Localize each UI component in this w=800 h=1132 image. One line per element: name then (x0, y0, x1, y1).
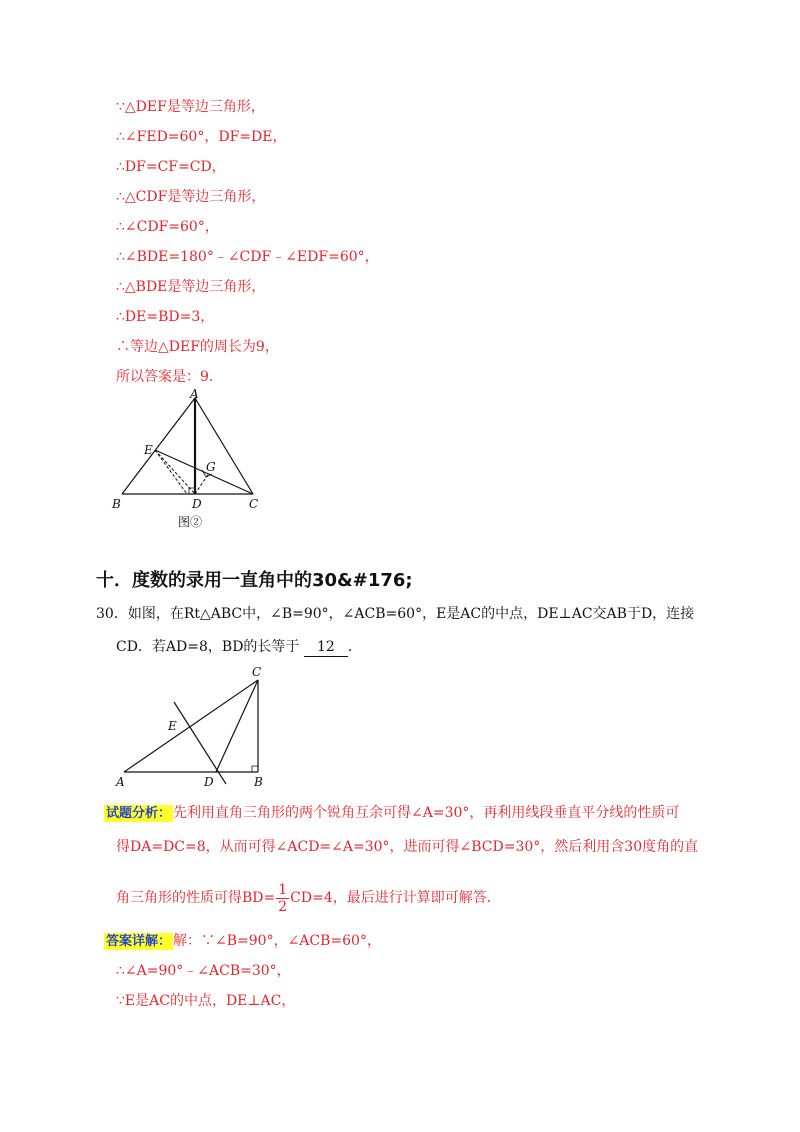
figure-2-label-g: G (206, 460, 216, 474)
analysis-tag: 试题分析： (106, 806, 172, 821)
problem-30-text: CD．若AD=8，BD的长等于 (116, 639, 300, 655)
figure-30-label-a: A (116, 775, 125, 789)
figure-2 (108, 388, 268, 536)
solution-line: ∴DF=CF=CD， (116, 159, 226, 175)
solution-line: ∴△BDE是等边三角形， (116, 279, 266, 295)
solution-line: ∴等边△DEF的周长为9， (116, 339, 279, 355)
solution-line: ∵△DEF是等边三角形， (116, 99, 265, 115)
answer-detail-line-1 (104, 932, 381, 951)
figure-30-label-d: D (204, 775, 214, 789)
analysis-text: CD=4，最后进行计算即可解答． (290, 890, 501, 906)
solution-line: ∴△CDF是等边三角形， (116, 189, 266, 205)
figure-2-label-d: D (192, 497, 202, 511)
problem-30-line-2 (116, 638, 362, 657)
answer-detail-line-3: ∵E是AC的中点，DE⊥AC， (116, 993, 296, 1009)
figure-2-label-c: C (249, 497, 259, 511)
section-heading: 十．度数的录用一直角中的30&#176; (96, 570, 413, 591)
analysis-line-1 (104, 804, 679, 823)
figure-2-label-e: E (144, 443, 153, 457)
figure-30-label-c: C (252, 665, 262, 679)
analysis-line-2: 得DA=DC=8，从而可得∠ACD=∠A=30°，进而可得∠BCD=30°，然后利用含30度角的直 (116, 839, 699, 855)
solution-line: 所以答案是：9． (116, 369, 223, 385)
fraction-numerator: 1 (278, 881, 288, 898)
fraction-denominator: 2 (278, 898, 288, 915)
problem-30-end: ． (347, 639, 362, 655)
figure-2-label-b: B (112, 497, 121, 511)
analysis-text: 角三角形的性质可得BD= (116, 890, 276, 906)
answer-detail-text: 解：∵∠B=90°，∠ACB=60°， (173, 933, 381, 949)
problem-30-line-1: 30．如图，在Rt△ABC中，∠B=90°，∠ACB=60°，E是AC的中点，DE⊥AC交AB于D，连接 (96, 606, 695, 622)
analysis-line-3 (116, 880, 501, 916)
answer-detail-tag: 答案详解： (106, 934, 172, 949)
figure-30-label-b: B (254, 775, 263, 789)
solution-line: ∴∠FED=60°，DF=DE， (116, 129, 287, 145)
fraction-one-half (276, 882, 289, 915)
figure-30 (112, 662, 278, 792)
solution-line: ∴∠BDE=180°﹣∠CDF﹣∠EDF=60°， (116, 249, 379, 265)
figure-2-caption: 图② (178, 515, 203, 529)
figure-30-label-e: E (168, 719, 177, 733)
solution-line: ∴DE=BD=3， (116, 309, 215, 325)
analysis-text: 先利用直角三角形的两个锐角互余可得∠A=30°，再利用线段垂直平分线的性质可 (173, 805, 680, 821)
figure-2-label-a: A (190, 388, 199, 401)
answer-detail-line-2: ∴∠A=90°﹣∠ACB=30°， (116, 963, 291, 979)
answer-blank: 12 (304, 638, 348, 657)
solution-line: ∴∠CDF=60°， (116, 219, 219, 235)
